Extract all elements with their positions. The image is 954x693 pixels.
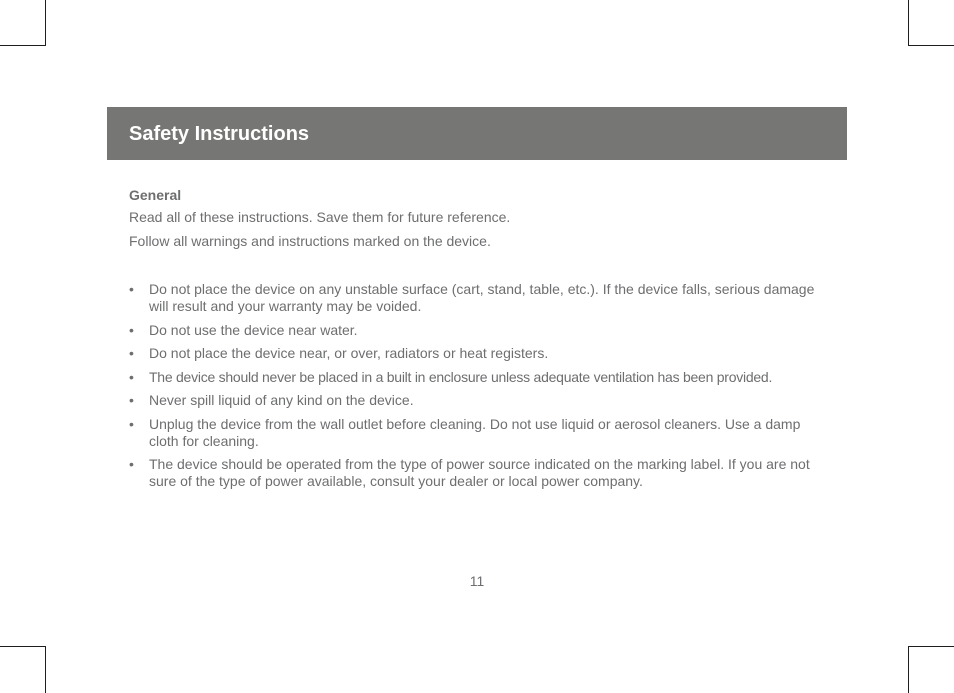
list-item (129, 345, 819, 362)
bullet-icon: • (129, 345, 134, 361)
crop-mark-bottom-left-h (0, 646, 46, 647)
section-heading-general: General (129, 187, 182, 203)
main-content (129, 184, 819, 489)
list-item-text: Never spill liquid of any kind on the device. (149, 392, 414, 408)
crop-mark-top-right-h (908, 45, 954, 46)
list-item-text: Do not use the device near water. (149, 321, 358, 338)
list-item (129, 281, 819, 315)
intro-line: Read all of these instructions. Save them for future reference. (129, 209, 511, 225)
crop-mark-bottom-left-v (45, 646, 46, 693)
list-item (129, 392, 819, 409)
bullet-icon: • (129, 456, 134, 472)
list-item (129, 369, 819, 386)
bullet-icon: • (129, 415, 134, 432)
bullet-icon: • (129, 321, 134, 338)
list-item-text: Unplug the device from the wall outlet before cleaning. Do not use liquid or aerosol cleaners. Use a damp cloth for cleaning. (149, 415, 801, 449)
list-item-text: Do not place the device on any unstable surface (cart, stand, table, etc.). If the device falls, serious damage will result and your warranty may be voided. (149, 281, 815, 314)
page-number: 11 (469, 573, 485, 589)
crop-mark-top-right-v (908, 0, 909, 46)
intro-line: Follow all warnings and instructions marked on the device. (129, 233, 491, 249)
section-header-bar (107, 107, 847, 160)
list-item (129, 456, 819, 490)
list-item (129, 322, 819, 339)
bullet-icon: • (129, 392, 134, 408)
list-item-text: The device should never be placed in a built in enclosure unless adequate ventilation has been provided. (149, 368, 773, 385)
crop-mark-top-left-v (45, 0, 46, 46)
list-item-text: The device should be operated from the type of power source indicated on the marking label. If you are not sure of the type of power available, consult your dealer or local power company. (149, 456, 810, 489)
page-title: Safety Instructions (129, 123, 310, 145)
list-item-text: Do not place the device near, or over, radiators or heat registers. (149, 345, 549, 361)
crop-mark-bottom-right-h (908, 646, 954, 647)
crop-mark-bottom-right-v (908, 646, 909, 693)
crop-mark-top-left-h (0, 45, 46, 46)
bullet-icon: • (129, 368, 134, 385)
bullet-icon: • (129, 281, 134, 297)
list-item (129, 416, 819, 450)
safety-bullet-list (129, 281, 819, 497)
